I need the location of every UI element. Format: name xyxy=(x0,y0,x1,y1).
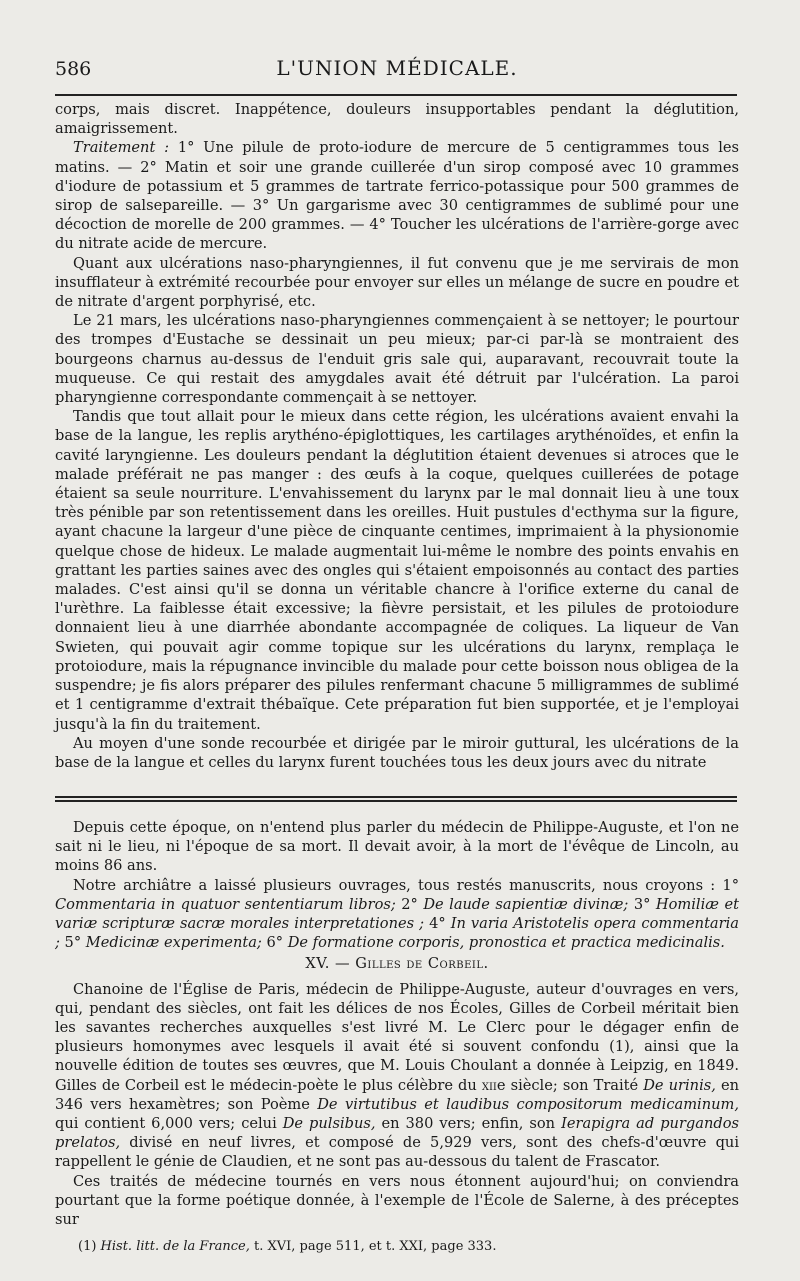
paragraph: Depuis cette époque, on n'entend plus parler du médecin de Philippe-Auguste, et l'on ne sait ni le lieu, ni l'époque de sa mort. Il devait avoir, à la mort de l'évêque de Lincoln, au moins 86 ans. xyxy=(55,819,739,875)
paragraph: Ces traités de médecine tournés en vers nous étonnent aujourd'hui; on conviendra pourtant que la forme poétique donnée, à l'exemple de l'École de Salerne, à des préceptes sur xyxy=(55,1172,739,1229)
header-rule xyxy=(55,94,737,96)
paragraph: Quant aux ulcérations naso-pharyngiennes, il fut convenu que je me servirais de mon insufflateur à extrémité recourbée pour envoyer sur elles un mélange de sucre en poudre et de nitrate d'argent porphyrisé, etc. xyxy=(55,254,739,311)
paragraph: Traitement : 1° Une pilule de proto-iodure de mercure de 5 centigrammes tous les matins. — 2° Matin et soir une grande cuillerée d'un sirop composé avec 10 grammes d'iodure de potassium et 5 grammes de tartrate ferrico-potassique pour 500 grammes de sirop de salsepareille. — 3° Un gargarisme avec 30 centigrammes de sublimé pour une décoction de morelle de 200 grammes. — 4° Toucher les ulcérations de l'arrière-gorge avec du nitrate acide de mercure. xyxy=(55,139,739,253)
page-header xyxy=(55,56,739,84)
paragraph: Au moyen d'une sonde recourbée et dirigée par le miroir guttural, les ulcérations de la base de la langue et celles du larynx furent touchées tous les deux jours avec du nitrate xyxy=(55,734,739,771)
paragraph: corps, mais discret. Inappétence, douleurs insupportables pendant la déglutition, amaigrissement. xyxy=(55,101,739,138)
treatment-label: Traitement : xyxy=(73,139,170,157)
feuilleton-column xyxy=(55,818,739,1229)
running-title: L'UNION MÉDICALE. xyxy=(276,56,518,80)
footnote: (1) Hist. litt. de la France, t. XVI, page 511, et t. XXI, page 333. xyxy=(78,1239,497,1254)
paragraph: Chanoine de l'Église de Paris, médecin de Philippe-Auguste, auteur d'ouvrages en vers, qui, pendant des siècles, ont fait les délices de nos Écoles, Gilles de Corbeil méritait bien les savantes recherches auxquelles s'est livré M. Le Clerc pour le dégager enfin de plusieurs homonymes avec lesquels il avait été si souvent confondu (1), ainsi que la nouvelle édition de toutes ses œuvres, que M. Louis Choulant a donnée à Leipzig, en 1849. Gilles de Corbeil est le médecin-poète le plus célèbre du xiie siècle; son Traité De urinis, en 346 vers hexamètres; son Poème De virtutibus et laudibus compositorum medicaminum, qui contient 6,000 vers; celui De pulsibus, en 380 vers; enfin, son Ierapigra ad purgandos prelatos, divisé en neuf livres, et composé de 5,929 vers, sont des chefs-d'œuvre qui rappellent le génie de Claudien, et ne sont pas au-dessous du talent de Frascator. xyxy=(55,980,739,1171)
main-column xyxy=(55,100,739,772)
page-number: 586 xyxy=(55,58,92,80)
section-heading: XV. — Gilles de Corbeil. xyxy=(305,955,489,973)
paragraph: Notre archiâtre a laissé plusieurs ouvrages, tous restés manuscrits, nous croyons : 1° Commentaria in quatuor sententiarum libros; 2° De laude sapientiæ divinæ; 3° Homiliæ et variæ scripturæ sacræ morales interpretationes ; 4° In varia Aristotelis opera commentaria ; 5° Medicinæ experimenta; 6° De formatione corporis, pronostica et practica medicinalis. xyxy=(55,876,739,952)
paragraph: Le 21 mars, les ulcérations naso-pharyngiennes commençaient à se nettoyer; le pourtour des trompes d'Eustache se dessinait un peu mieux; par-ci par-là se montraient des bourgeons charnus au-dessus de l'enduit gris sale qui, auparavant, recouvrait toute la muqueuse. Ce qui restait des amygdales avait été détruit par l'ulcération. La paroi pharyngienne correspondante commençait à se nettoyer. xyxy=(55,312,739,407)
feuilleton-divider xyxy=(55,796,737,802)
paragraph: Tandis que tout allait pour le mieux dans cette région, les ulcérations avaient envahi la base de la langue, les replis arythéno-épiglottiques, les cartilages arythénoïdes, et enfin la cavité laryngienne. Les douleurs pendant la déglutition étaient devenues si atroces que le malade préférait ne pas manger : des œufs à la coque, quelques cuillerées de potage étaient sa seule nourriture. L'envahissement du larynx par le mal donnait lieu à une toux très pénible par son retentissement dans les oreilles. Huit pustules d'ecthyma sur la figure, ayant chacune la largeur d'une pièce de cinquante centimes, imprimaient à la physionomie quelque chose de hideux. Le malade augmentait lui-même le nombre des points envahis en grattant les parties saines avec des ongles qui s'étaient empoisonnés au contact des parties malades. C'est ainsi qu'il se donna un véritable chancre à l'orifice externe du canal de l'urèthre. La faiblesse était excessive; la fièvre persistait, et les pilules de protoiodure donnaient lieu à une diarrhée abondante accompagnée de coliques. La liqueur de Van Swieten, qui pouvait agir comme topique sur les ulcérations du larynx, remplaça le protoiodure, mais la répugnance invincible du malade pour cette boisson nous obligea de la suspendre; je fis alors préparer des pilules renfermant chacune 5 milligrammes de sublimé et 1 centigramme d'extrait thébaïque. Cete préparation fut bien supportée, et je l'employai jusqu'à la fin du traitement. xyxy=(55,408,739,733)
